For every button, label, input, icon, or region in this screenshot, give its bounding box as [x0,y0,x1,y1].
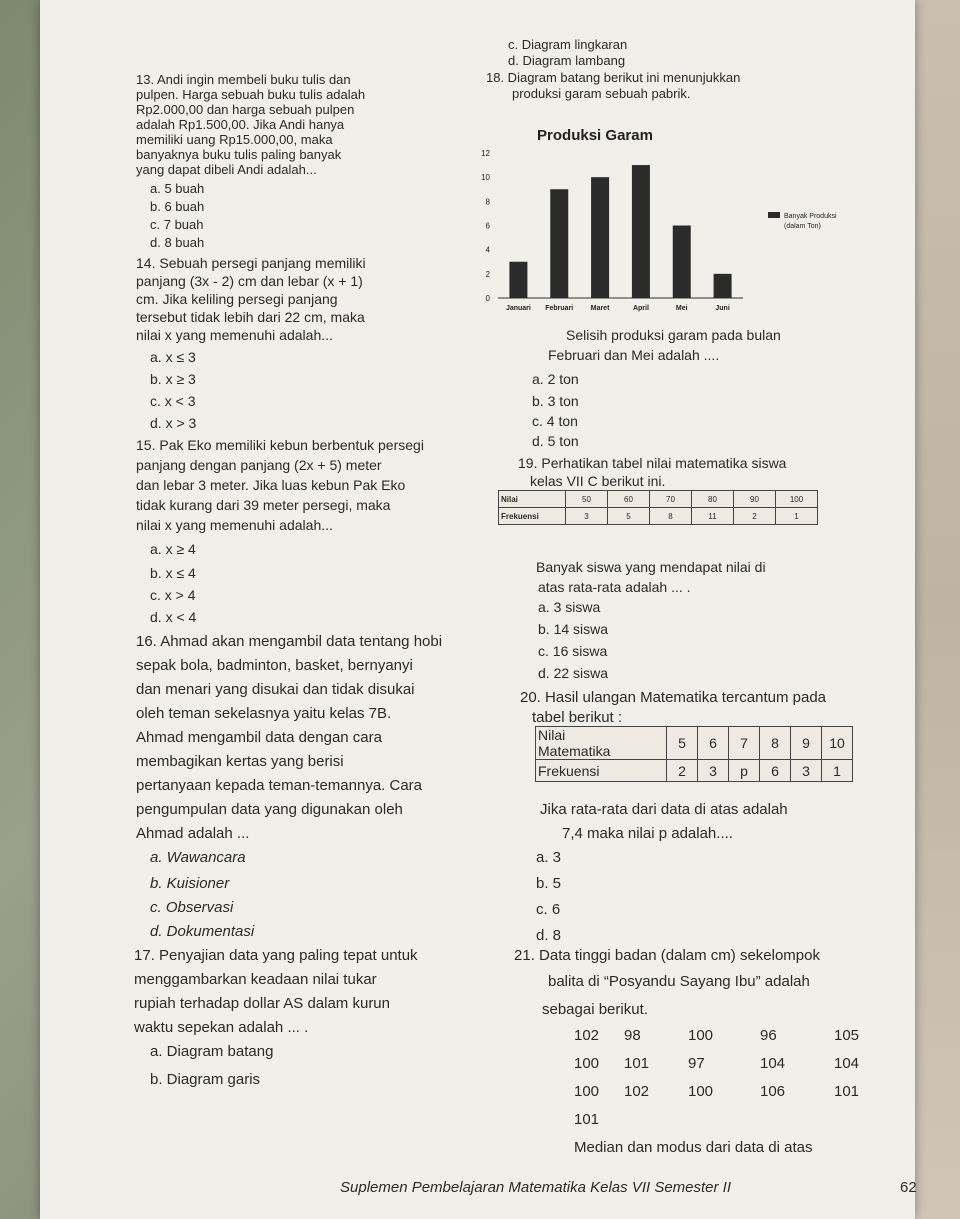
q17-text-line: menggambarkan keadaan nilai tukar [134,971,377,988]
q16-option: c. Observasi [150,899,234,916]
q21-data-value: 100 [688,1083,714,1100]
q13-option: a. 5 buah [150,181,205,196]
q21-data-value: 101 [574,1111,600,1128]
chart-bar-april [632,165,650,298]
table-cell: Frekuensi [536,760,667,782]
q16-text-line: dan menari yang disukai dan tidak disukai [136,681,415,698]
q16-option: d. Dokumentasi [150,923,255,940]
table-cell: 2 [667,760,698,782]
q15-option: a. x ≥ 4 [150,541,196,557]
q16-option: b. Kuisioner [150,875,230,892]
q17-option: b. Diagram garis [150,1071,261,1088]
q16-text-line: membagikan kertas yang berisi [136,753,344,770]
q13-text-line: pulpen. Harga sebuah buku tulis adalah [136,87,366,102]
chart-legend-label: (dalam Ton) [784,223,821,230]
table-cell: 3 [791,760,822,782]
table-cell: 5 [667,727,698,760]
table-cell: 2 [734,508,776,525]
chart-x-tick-label: Mei [675,305,688,312]
q17-text-line: rupiah terhadap dollar AS dalam kurun [134,995,390,1012]
q16-text-line: sepak bola, badminton, basket, bernyanyi [136,657,413,674]
q21-data-value: 98 [624,1027,641,1044]
chart-legend-label: Banyak Produksi [784,213,837,220]
q20-text-line: 20. Hasil ulangan Matematika tercantum pada [520,689,827,706]
q18-option: a. 2 ton [532,371,579,387]
chart-x-tick-label: Januari [505,305,531,312]
chart-x-tick-label: Maret [590,305,610,312]
q16-text-line: Ahmad mengambil data dengan cara [136,729,382,746]
q14-text-line: nilai x yang memenuhi adalah... [136,327,333,343]
q21-text-line: sebagai berikut. [542,1001,648,1018]
q20-option: c. 6 [536,901,561,918]
q20-text-line: 7,4 maka nilai p adalah.... [562,825,733,842]
chart-y-tick-label: 4 [485,245,490,255]
table-cell: 6 [760,760,791,782]
q19-option: c. 16 siswa [538,643,608,659]
table-cell: 3 [698,760,729,782]
q19-option: d. 22 siswa [538,665,609,681]
table-row [499,491,818,508]
q13-text-line: 13. Andi ingin membeli buku tulis dan [136,72,351,87]
table-row [499,508,818,525]
q17-text-line: waktu sepekan adalah ... . [134,1019,309,1036]
chart-title: Produksi Garam [537,127,653,144]
table-cell: 7 [729,727,760,760]
q15-option: c. x > 4 [150,587,196,603]
q19-text-line: kelas VII C berikut ini. [530,473,666,489]
chart-y-tick-label: 2 [485,269,490,279]
q20-text-line: tabel berikut : [532,709,623,726]
q14-option: a. x ≤ 3 [150,349,196,365]
q19-option: a. 3 siswa [538,599,601,615]
table-cell: 70 [650,491,692,508]
q17-option: c. Diagram lingkaran [508,37,628,52]
q21-data-value: 101 [624,1055,650,1072]
footer-title: Suplemen Pembelajaran Matematika Kelas VII Semester II [340,1179,732,1196]
q21-data-value: 100 [688,1027,714,1044]
q15-text-line: dan lebar 3 meter. Jika luas kebun Pak Eko [136,477,406,493]
table-cell: 8 [760,727,791,760]
worksheet-page [40,0,915,1219]
chart-bar-mei [673,226,691,299]
table-cell-label: Nilai [538,727,566,743]
q13-text-line: Rp2.000,00 dan harga sebuah pulpen [136,102,355,117]
q18-text-line: produksi garam sebuah pabrik. [512,86,691,101]
q18-text-line: Selisih produksi garam pada bulan [566,327,781,343]
table-cell: 1 [776,508,818,525]
table-cell-label: Matematika [538,743,611,759]
q20-option: b. 5 [536,875,562,892]
q21-data-value: 105 [834,1027,860,1044]
q14-text-line: 14. Sebuah persegi panjang memiliki [136,255,366,271]
chart-x-tick-label: Juni [715,305,730,312]
q19-text-line: atas rata-rata adalah ... . [538,579,691,595]
q15-option: d. x < 4 [150,609,197,625]
chart-y-tick-label: 10 [481,173,490,183]
q14-text-line: tersebut tidak lebih dari 22 cm, maka [136,309,365,325]
chart-y-tick-label: 12 [481,149,490,158]
q13-option: d. 8 buah [150,235,205,250]
q15-option: b. x ≤ 4 [150,565,196,581]
chart-x-tick-label: Februari [545,305,574,312]
q21-text-line: balita di “Posyandu Sayang Ibu” adalah [548,973,810,990]
q21-data-value: 106 [760,1083,786,1100]
chart-y-tick-label: 8 [485,197,490,207]
q21-data-value: 102 [624,1083,650,1100]
q19-score-table [498,490,818,525]
chart-legend-swatch [768,212,780,218]
q17-option: a. Diagram batang [150,1043,274,1060]
q21-data-value: 96 [760,1027,777,1044]
table-cell: 50 [566,491,608,508]
q16-text-line: pertanyaan kepada teman-temannya. Cara [136,777,423,794]
q13-text-line: yang dapat dibeli Andi adalah... [136,162,317,177]
q15-text-line: panjang dengan panjang (2x + 5) meter [136,457,382,473]
q13-text-line: banyaknya buku tulis paling banyak [136,147,342,162]
table-cell: p [729,760,760,782]
q19-text-line: Banyak siswa yang mendapat nilai di [536,559,766,575]
q18-text-line: Februari dan Mei adalah .... [548,347,720,363]
table-cell: 9 [791,727,822,760]
q16-text-line: 16. Ahmad akan mengambil data tentang hobi [136,633,443,650]
q15-text-line: 15. Pak Eko memiliki kebun berbentuk persegi [136,437,424,453]
table-cell: 11 [692,508,734,525]
table-cell: 90 [734,491,776,508]
q17-text-line: 17. Penyajian data yang paling tepat untuk [134,947,418,964]
q21-data-value: 100 [574,1055,600,1072]
q21-data-value: 102 [574,1027,600,1044]
q20-option: a. 3 [536,849,562,866]
q21-text-line: Median dan modus dari data di atas [574,1139,813,1156]
q13-option: b. 6 buah [150,199,205,214]
table-cell: 60 [608,491,650,508]
q18-option: d. 5 ton [532,433,579,449]
table-cell: 8 [650,508,692,525]
q13-option: c. 7 buah [150,217,204,232]
q19-option: b. 14 siswa [538,621,609,637]
table-cell: 5 [608,508,650,525]
q18-option: c. 4 ton [532,413,578,429]
q16-text-line: Ahmad adalah ... [136,825,250,842]
chart-bar-maret [591,177,609,298]
q13-text-line: adalah Rp1.500,00. Jika Andi hanya [136,117,345,132]
q14-option: d. x > 3 [150,415,197,431]
chart-bar-juni [714,274,732,298]
q17-option: d. Diagram lambang [508,53,626,68]
table-cell [536,727,667,760]
q16-text-line: pengumpulan data yang digunakan oleh [136,801,403,818]
q21-data-value: 104 [834,1055,860,1072]
q16-option: a. Wawancara [150,849,246,866]
table-row [536,760,853,782]
q18-option: b. 3 ton [532,393,579,409]
table-cell: Frekuensi [499,508,566,525]
chart-bar-januari [509,262,527,298]
table-cell: Nilai [499,491,566,508]
q21-text-line: 21. Data tinggi badan (dalam cm) sekelompok [514,947,820,964]
salt-production-bar-chart [450,104,837,312]
q21-data-value: 104 [760,1055,786,1072]
q18-text-line: 18. Diagram batang berikut ini menunjukkan [486,70,741,85]
table-cell: 80 [692,491,734,508]
q16-text-line: oleh teman sekelasnya yaitu kelas 7B. [136,705,392,722]
chart-bar-februari [550,189,568,298]
q21-data-value: 101 [834,1083,860,1100]
q20-text-line: Jika rata-rata dari data di atas adalah [540,801,788,818]
chart-y-tick-label: 0 [485,294,490,303]
q15-text-line: nilai x yang memenuhi adalah... [136,517,333,533]
q21-data-value: 100 [574,1083,600,1100]
q21-data-value: 97 [688,1055,705,1072]
table-cell: 3 [566,508,608,525]
table-cell: 100 [776,491,818,508]
q20-option: d. 8 [536,927,562,944]
q14-option: c. x < 3 [150,393,196,409]
table-cell: 1 [822,760,853,782]
q14-option: b. x ≥ 3 [150,371,196,387]
q14-text-line: panjang (3x - 2) cm dan lebar (x + 1) [136,273,363,289]
page-number: 62 [900,1179,917,1196]
q13-text-line: memiliki uang Rp15.000,00, maka [136,132,333,147]
table-cell: 10 [822,727,853,760]
q19-text-line: 19. Perhatikan tabel nilai matematika siswa [518,455,787,471]
q15-text-line: tidak kurang dari 39 meter persegi, maka [136,497,391,513]
chart-y-tick-label: 6 [485,221,490,231]
q20-score-table [535,726,853,782]
q14-text-line: cm. Jika keliling persegi panjang [136,291,338,307]
chart-x-tick-label: April [632,305,649,312]
table-cell: 6 [698,727,729,760]
